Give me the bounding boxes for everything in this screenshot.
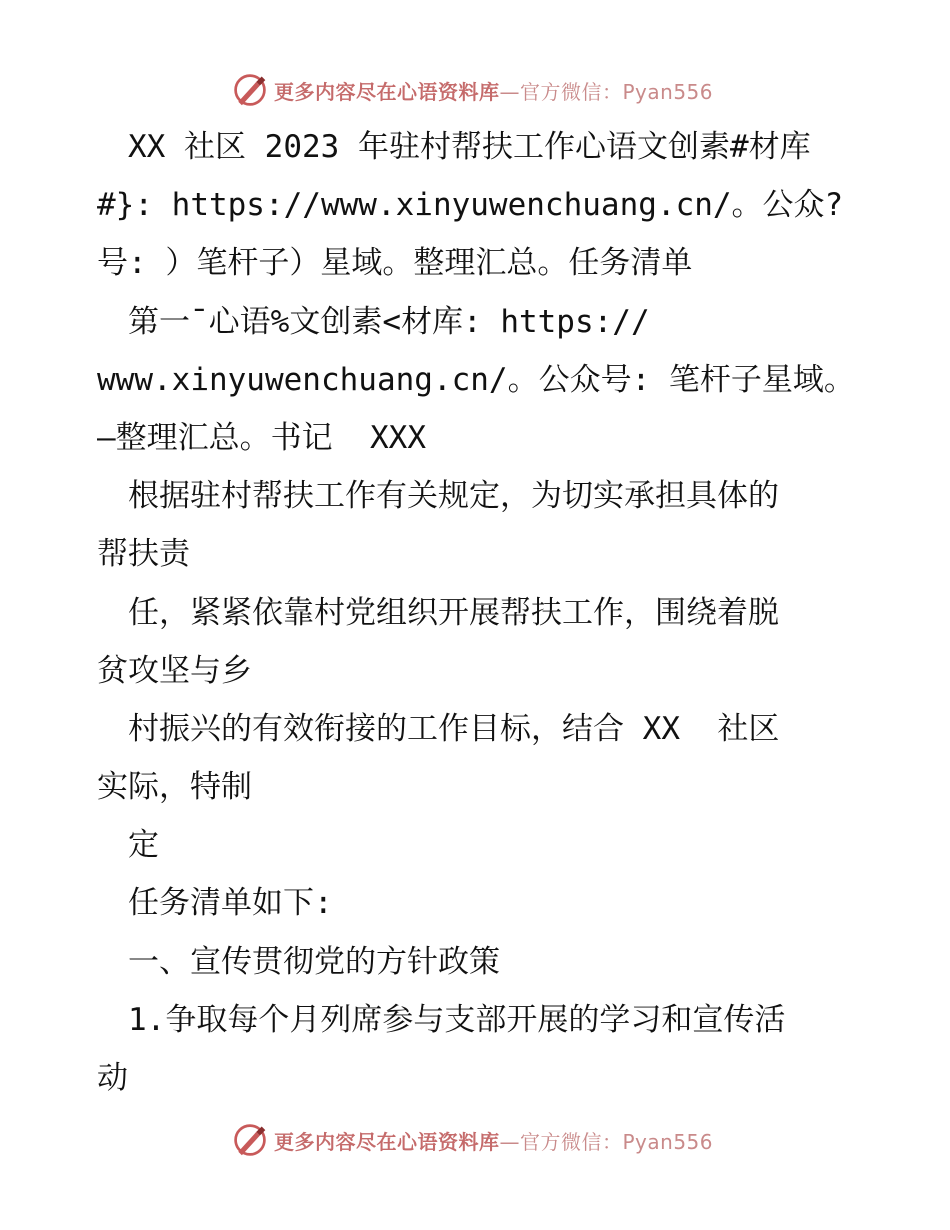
watermark-suffix: —官方微信：Pyan556	[499, 79, 714, 104]
watermark-suffix: —官方微信：Pyan556	[499, 1129, 714, 1154]
text-line: 帮扶责	[97, 536, 190, 573]
text-line: 任务清单如下:	[97, 885, 333, 922]
text-line: 一、宣传贯彻党的方针政策	[97, 943, 500, 980]
text-line: 1.争取每个月列席参与支部开展的学习和宣传活	[97, 1001, 786, 1038]
document-body	[97, 118, 867, 1107]
text-line: 贫攻坚与乡	[97, 652, 252, 689]
text-line: 第一¯心语%文创素<材库: https://	[97, 303, 650, 340]
text-line: 任，紧紧依靠村党组织开展帮扶工作，围绕着脱	[97, 594, 779, 631]
text-line: —整理汇总。书记 XXX	[97, 419, 426, 456]
text-line: 村振兴的有效衔接的工作目标，结合 XX 社区	[97, 710, 780, 747]
watermark-brand: 更多内容尽在心语资料库	[274, 1129, 500, 1154]
header-watermark	[232, 70, 713, 110]
text-line: 根据驻村帮扶工作有关规定，为切实承担具体的	[97, 478, 779, 515]
text-line: XX 社区 2023 年驻村帮扶工作心语文创素#材库	[97, 129, 811, 165]
watermark-brand: 更多内容尽在心语资料库	[274, 79, 500, 104]
watermark-text	[274, 1126, 713, 1155]
text-line: www.xinyuwenchuang.cn/。公众号: 笔杆子星域。	[97, 361, 855, 398]
text-line: 号: ）笔杆子）星域。整理汇总。任务清单	[97, 245, 693, 282]
text-line: 实际，特制	[97, 769, 252, 806]
watermark-text	[274, 76, 713, 105]
text-line: #}: https://www.xinyuwenchuang.cn/。公众?	[97, 187, 844, 224]
pen-logo-icon	[232, 1122, 268, 1158]
pen-logo-icon	[232, 72, 268, 108]
text-line: 定	[97, 827, 159, 864]
footer-watermark	[232, 1120, 713, 1160]
text-line: 动	[97, 1060, 128, 1096]
